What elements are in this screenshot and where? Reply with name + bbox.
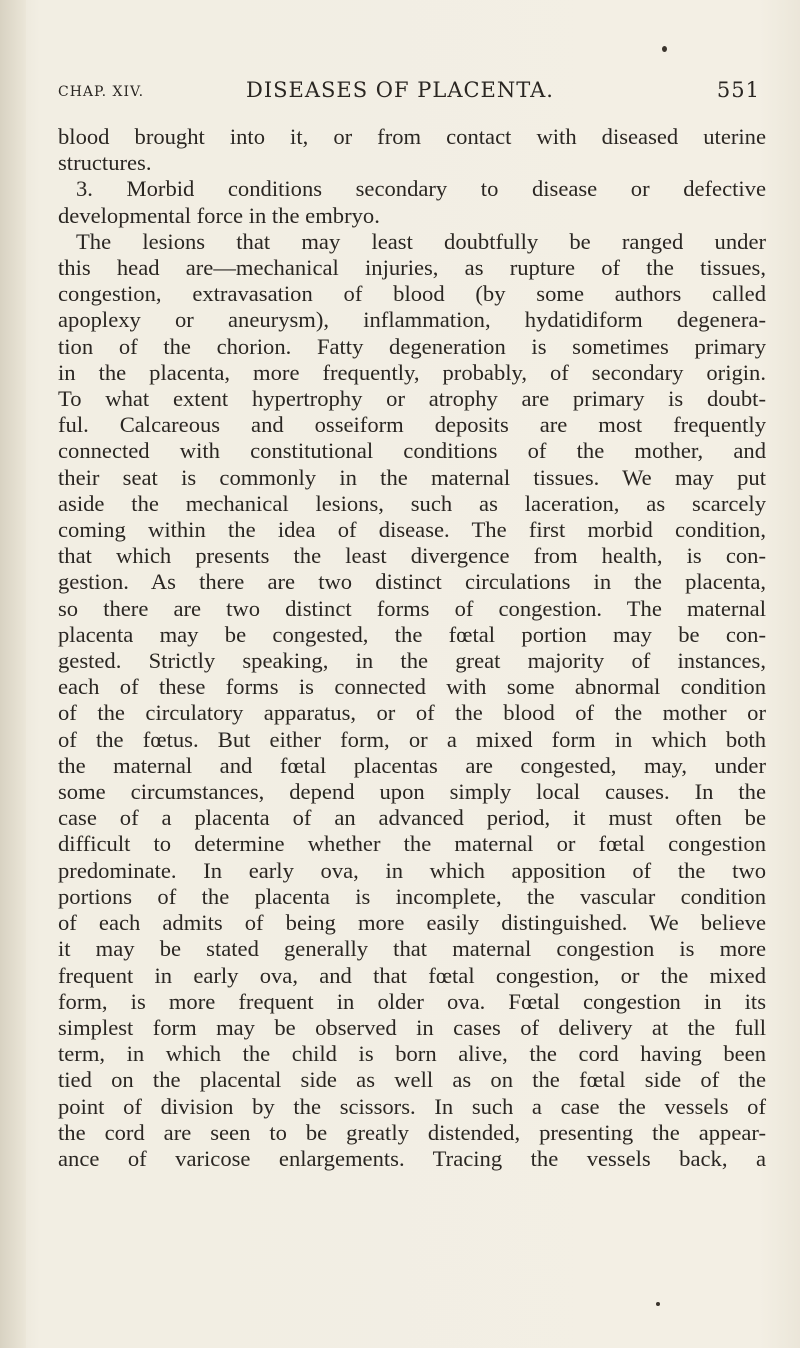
text-line: aside the mechanical lesions, such as laceration, as scarcely (58, 490, 766, 516)
text-line: of each admits of being more easily distinguished. We believe (58, 910, 766, 936)
text-line: portions of the placenta is incomplete, the vascular condition (58, 883, 766, 909)
page-number: 551 (716, 78, 760, 102)
text-line: blood brought into it, or from contact with diseased uterine (58, 124, 766, 149)
text-line: ance of varicose enlargements. Tracing the vessels back, a (58, 1145, 766, 1171)
text-line: 3. Morbid conditions secondary to disease or defective (76, 176, 766, 202)
text-line: apoplexy or aneurysm), inflammation, hydatidiform degenera- (58, 307, 766, 333)
text-line: developmental force in the embryo. (58, 202, 380, 228)
page-binding-edge (0, 0, 26, 1348)
text-line: of the fœtus. But either form, or a mixed form in which both (58, 726, 766, 752)
text-line: the maternal and fœtal placentas are congested, may, under (58, 752, 766, 778)
running-header (58, 76, 760, 110)
text-line: structures. (58, 150, 152, 176)
page-title: DISEASES OF PLACENTA. (246, 78, 554, 102)
text-line: The lesions that may least doubtfully be ranged under (76, 228, 766, 254)
text-line: each of these forms is connected with some abnormal condition (58, 674, 766, 700)
text-line: in the placenta, more frequently, probably, of secondary origin. (58, 359, 766, 385)
text-line: form, is more frequent in older ova. Fœtal congestion in its (58, 988, 766, 1014)
text-line: of the circulatory apparatus, or of the blood of the mother or (58, 700, 766, 726)
text-line: some circumstances, depend upon simply local causes. In the (58, 779, 766, 805)
ink-speck (656, 1302, 660, 1306)
text-line: point of division by the scissors. In such a case the vessels of (58, 1093, 766, 1119)
text-line: placenta may be congested, the fœtal portion may be con- (58, 621, 766, 647)
text-line: predominate. In early ova, in which apposition of the two (58, 857, 766, 883)
text-line: difficult to determine whether the maternal or fœtal congestion (58, 831, 766, 857)
text-line: so there are two distinct forms of congestion. The maternal (58, 595, 766, 621)
text-line: gested. Strictly speaking, in the great majority of instances, (58, 648, 766, 674)
text-line: case of a placenta of an advanced period, it must often be (58, 805, 766, 831)
text-line: their seat is commonly in the maternal tissues. We may put (58, 464, 766, 490)
text-line: tied on the placental side as well as on the fœtal side of the (58, 1067, 766, 1093)
text-line: the cord are seen to be greatly distended, presenting the appear- (58, 1119, 766, 1145)
ink-speck (662, 46, 667, 52)
text-line: connected with constitutional conditions of the mother, and (58, 438, 766, 464)
body-text (58, 124, 766, 1172)
text-line: coming within the idea of disease. The first morbid condition, (58, 517, 766, 543)
text-line: frequent in early ova, and that fœtal congestion, or the mixed (58, 962, 766, 988)
text-line: ful. Calcareous and osseiform deposits are most frequently (58, 412, 766, 438)
text-line: this head are—mechanical injuries, as rupture of the tissues, (58, 255, 766, 281)
chapter-label: CHAP. XIV. (58, 84, 145, 100)
text-line: tion of the chorion. Fatty degeneration is sometimes primary (58, 333, 766, 359)
text-line: it may be stated generally that maternal congestion is more (58, 936, 766, 962)
text-line: simplest form may be observed in cases of delivery at the full (58, 1014, 766, 1040)
text-line: term, in which the child is born alive, the cord having been (58, 1041, 766, 1067)
text-line: To what extent hypertrophy or atrophy are primary is doubt- (58, 386, 766, 412)
text-line: congestion, extravasation of blood (by some authors called (58, 281, 766, 307)
text-line: gestion. As there are two distinct circulations in the placenta, (58, 569, 766, 595)
text-line: that which presents the least divergence from health, is con- (58, 543, 766, 569)
